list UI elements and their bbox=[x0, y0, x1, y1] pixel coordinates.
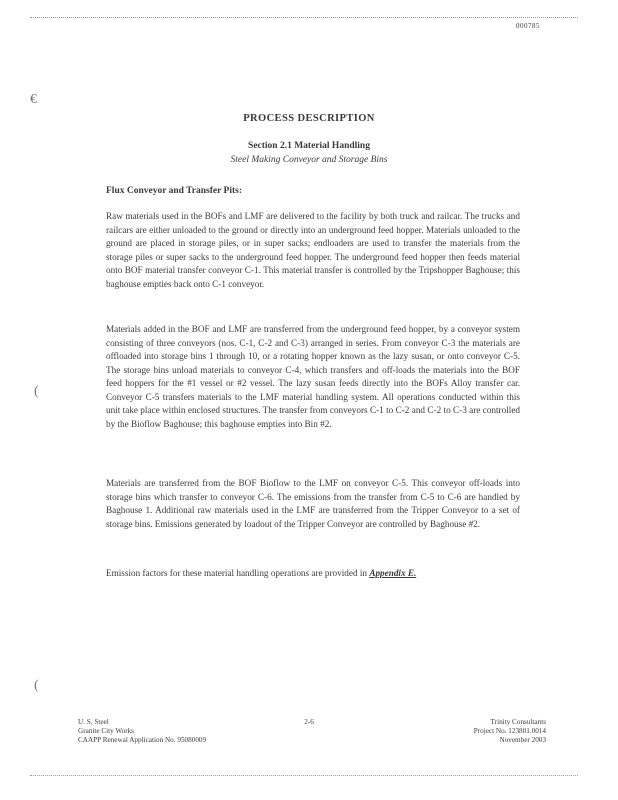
footer-company: U. S. Steel bbox=[78, 718, 109, 726]
footer-right bbox=[474, 718, 546, 745]
closing-paragraph bbox=[106, 567, 520, 581]
footer-project: Project No. 123801.0014 bbox=[473, 727, 546, 735]
body-paragraph: Materials are transferred from the BOF Bioflow to the LMF on conveyor C-5. This conveyor off-loads into storage bins which transfer to conveyor C-6. The emissions from the transfer from C-5 to C-6 are handled by Baghouse 1. Additional raw materials used in the LMF are transferred from the Tripper Conveyor to a set of storage bins. Emissions generated by loadout of the Tripper Conveyor are controlled by Baghouse #2. bbox=[106, 478, 520, 529]
footer-date: November 2003 bbox=[499, 736, 546, 744]
document-title: PROCESS DESCRIPTION bbox=[243, 113, 375, 124]
document-id: 000785 bbox=[516, 22, 540, 30]
body-paragraph: Materials added in the BOF and LMF are transferred from the underground feed hopper, by a conveyor system consisting of three conveyors (nos. C-1, C-2 and C-3) arranged in series. From conveyor C-3 the materials are offloaded into storage bins 1 through 10, or a rotating hopper known as the lazy susan, or onto conveyor C-5. The storage bins unload materials to conveyor C-4, which transfers and off-loads the materials into the BOF feed hoppers for the #1 vessel or #2 vessel. The lazy susan feeds directly into the BOFs Alloy transfer car. Conveyor C-5 transfers materials to the LMF material handling system. All operations conducted within this unit take place within enclosed structures. The transfer from conveyors C-1 to C-2 and C-2 to C-3 are controlled by the Bioflow Baghouse; this baghouse empties into Bin #2. bbox=[106, 324, 520, 429]
page-number: 2-6 bbox=[304, 718, 314, 726]
page-margin-mark: ( bbox=[34, 384, 39, 399]
closing-text: Emission factors for these material handling operations are provided in bbox=[106, 568, 368, 578]
bottom-dotted-rule bbox=[30, 775, 578, 776]
paragraph-heading: Flux Conveyor and Transfer Pits: bbox=[106, 186, 242, 196]
footer-consultant: Trinity Consultants bbox=[490, 718, 546, 726]
page-margin-mark: € bbox=[30, 92, 37, 107]
page-margin-mark: ( bbox=[34, 678, 39, 693]
appendix-link[interactable]: Appendix E. bbox=[369, 568, 417, 578]
subsection-title: Steel Making Conveyor and Storage Bins bbox=[230, 155, 388, 165]
section-title: Section 2.1 Material Handling bbox=[248, 141, 370, 151]
top-dotted-rule bbox=[30, 17, 578, 18]
footer-facility: Granite City Works bbox=[78, 727, 134, 735]
footer-application: CAAPP Renewal Application No. 95080009 bbox=[78, 736, 207, 744]
body-paragraph: Raw materials used in the BOFs and LMF are delivered to the facility by both truck and railcar. The trucks and railcars are either unloaded to the ground or directly into an underground feed hopper. Materials unloaded to the ground are placed in storage piles, or in super sacks; endloaders are used to transfer the materials from the storage piles or super sacks to the underground feed hopper. The underground feed hopper then feeds material onto BOF material transfer conveyor C-1. This material transfer is controlled by the Tripshopper Baghouse; this baghouse empties back onto C-1 conveyor. bbox=[106, 211, 520, 289]
